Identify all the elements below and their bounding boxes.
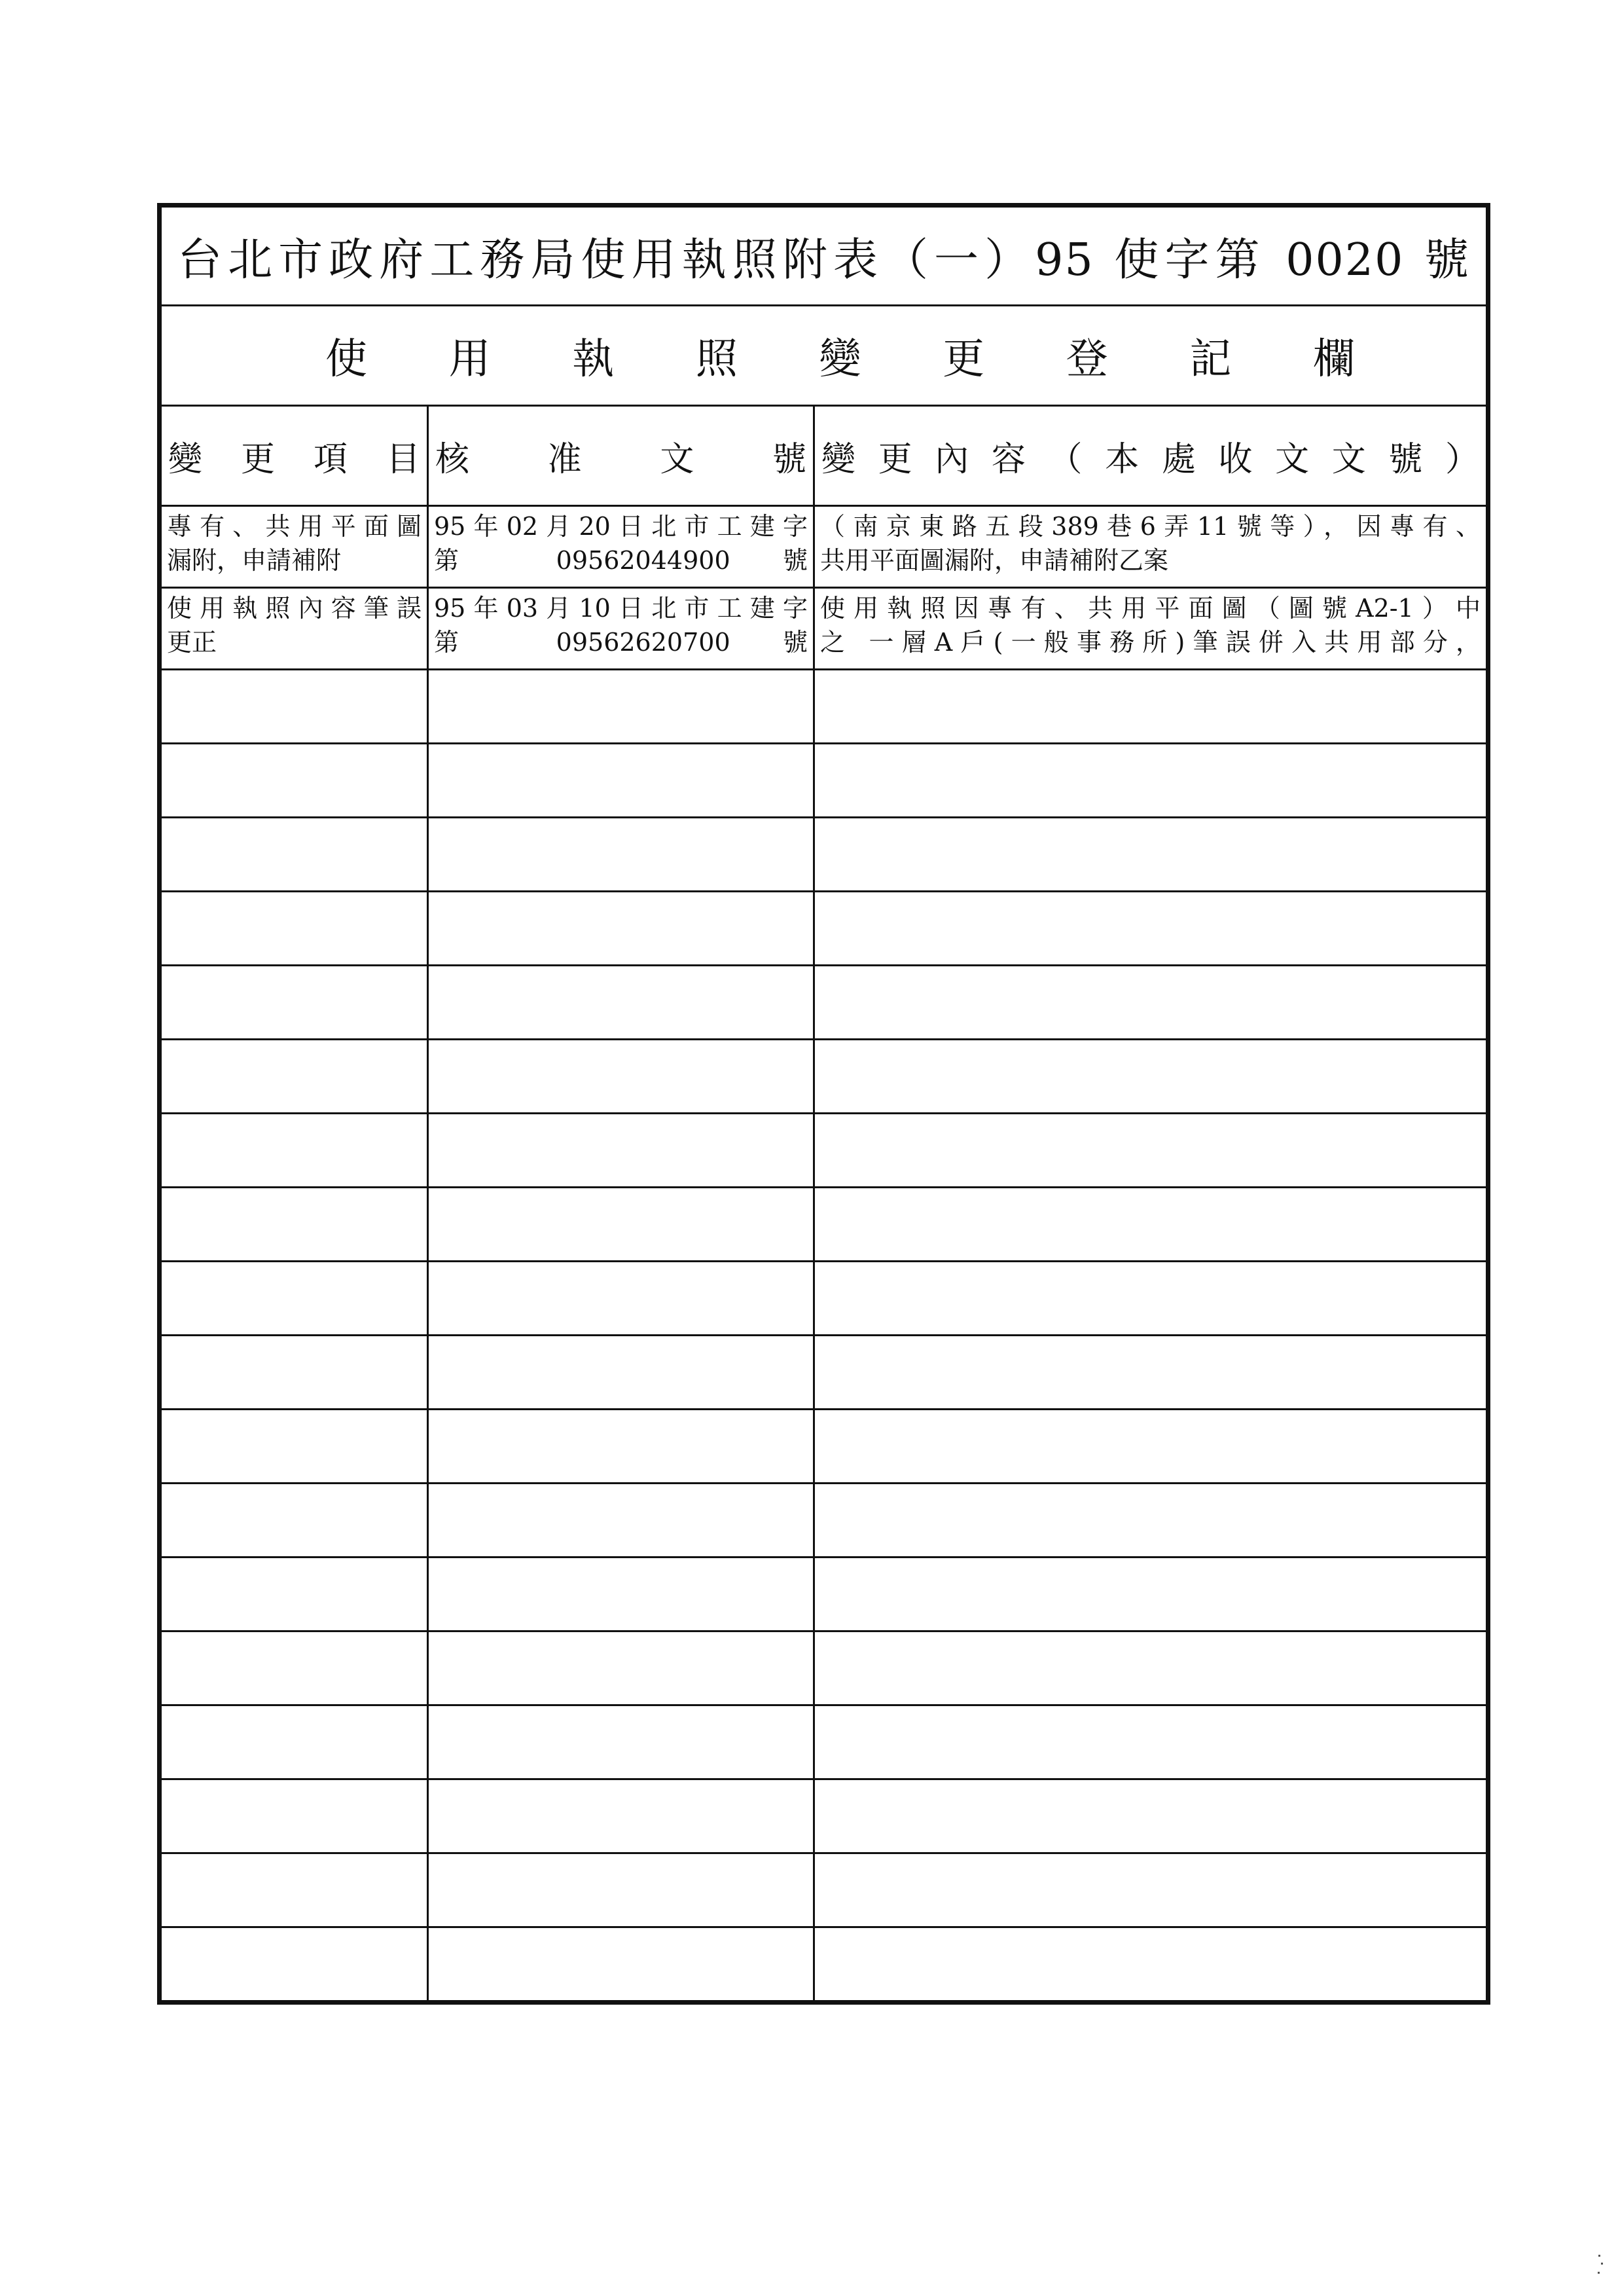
section-title-cell: [160, 306, 1488, 406]
blank-approval-cell: [428, 1853, 814, 1927]
blank-content-cell: [814, 1410, 1488, 1484]
blank-row: [160, 670, 1488, 744]
entry-content-line: 使用執照因專有、共用平面圖（圖號A2-1）中: [820, 594, 1481, 623]
title-row: [160, 206, 1488, 306]
section-title: 使用執照變更登記欄: [325, 335, 1356, 384]
blank-content-cell: [814, 818, 1488, 892]
blank-content-cell: [814, 1262, 1488, 1336]
blank-item-cell: [160, 966, 428, 1040]
blank-item-cell: [160, 1262, 428, 1336]
blank-approval-cell: [428, 1705, 814, 1779]
blank-row: [160, 1410, 1488, 1484]
entry-item-line: 更正: [167, 628, 217, 657]
blank-item-cell: [160, 1631, 428, 1705]
blank-content-cell: [814, 1927, 1488, 2003]
blank-item-cell: [160, 1853, 428, 1927]
blank-row: [160, 1558, 1488, 1631]
blank-approval-cell: [428, 670, 814, 744]
blank-item-cell: [160, 1188, 428, 1262]
entry-approval-line: 第 09562620700 號: [434, 628, 808, 657]
blank-approval-cell: [428, 1927, 814, 2003]
header-approval-number: 核准文號: [428, 406, 814, 506]
entry-content-line: 之 一層A戶(一般事務所)筆誤併入共用部分，: [820, 628, 1481, 657]
blank-approval-cell: [428, 1410, 814, 1484]
scan-specks: [1597, 2252, 1604, 2278]
blank-content-cell: [814, 1484, 1488, 1558]
blank-item-cell: [160, 1927, 428, 2003]
blank-content-cell: [814, 1779, 1488, 1853]
blank-row: [160, 1853, 1488, 1927]
blank-item-cell: [160, 1114, 428, 1188]
blank-approval-cell: [428, 966, 814, 1040]
blank-item-cell: [160, 818, 428, 892]
entry-item-line: 漏附，申請補附: [167, 546, 342, 575]
blank-approval-cell: [428, 1040, 814, 1114]
blank-row: [160, 892, 1488, 966]
blank-row: [160, 1114, 1488, 1188]
blank-content-cell: [814, 1705, 1488, 1779]
blank-content-cell: [814, 744, 1488, 818]
entry-item-line: 使用執照內容筆誤: [167, 594, 422, 623]
blank-content-cell: [814, 1336, 1488, 1410]
blank-row: [160, 818, 1488, 892]
blank-row: [160, 1705, 1488, 1779]
blank-content-cell: [814, 1631, 1488, 1705]
blank-item-cell: [160, 1410, 428, 1484]
blank-content-cell: [814, 670, 1488, 744]
blank-item-cell: [160, 1336, 428, 1410]
entry-approval-line: 95年03月10日北市工建字: [434, 594, 808, 623]
blank-content-cell: [814, 1114, 1488, 1188]
blank-item-cell: [160, 1484, 428, 1558]
blank-approval-cell: [428, 1188, 814, 1262]
blank-content-cell: [814, 1558, 1488, 1631]
blank-item-cell: [160, 1705, 428, 1779]
blank-approval-cell: [428, 1558, 814, 1631]
blank-approval-cell: [428, 1114, 814, 1188]
blank-approval-cell: [428, 1631, 814, 1705]
subtitle-row: [160, 306, 1488, 406]
table-row: [160, 588, 1488, 670]
blank-row: [160, 1779, 1488, 1853]
blank-approval-cell: [428, 892, 814, 966]
entry-content-line: 共用平面圖漏附，申請補附乙案: [820, 546, 1169, 575]
header-change-item: 變更項目: [160, 406, 428, 506]
blank-row: [160, 1336, 1488, 1410]
blank-row: [160, 1040, 1488, 1114]
blank-content-cell: [814, 892, 1488, 966]
change-registration-table: [157, 203, 1490, 2005]
blank-content-cell: [814, 1188, 1488, 1262]
blank-row: [160, 744, 1488, 818]
blank-row: [160, 1262, 1488, 1336]
entry-approval-cell: [428, 506, 814, 588]
blank-approval-cell: [428, 744, 814, 818]
blank-row: [160, 1188, 1488, 1262]
blank-item-cell: [160, 892, 428, 966]
entry-item-cell: [160, 588, 428, 670]
blank-item-cell: [160, 1040, 428, 1114]
blank-content-cell: [814, 966, 1488, 1040]
blank-content-cell: [814, 1853, 1488, 1927]
entry-content-cell: [814, 588, 1488, 670]
blank-row: [160, 1927, 1488, 2003]
entry-item-line: 專有、共用平面圖: [167, 512, 422, 541]
blank-approval-cell: [428, 1779, 814, 1853]
blank-content-cell: [814, 1040, 1488, 1114]
blank-approval-cell: [428, 1484, 814, 1558]
entry-content-cell: [814, 506, 1488, 588]
entry-approval-cell: [428, 588, 814, 670]
blank-approval-cell: [428, 1262, 814, 1336]
blank-item-cell: [160, 1779, 428, 1853]
blank-approval-cell: [428, 818, 814, 892]
blank-row: [160, 966, 1488, 1040]
blank-approval-cell: [428, 1336, 814, 1410]
blank-item-cell: [160, 744, 428, 818]
header-change-content: 變更內容（本處收文文號）: [814, 406, 1488, 506]
document-title: 台北市政府工務局使用執照附表（一）95 使字第 0020 號: [160, 206, 1488, 306]
blank-row: [160, 1484, 1488, 1558]
blank-item-cell: [160, 1558, 428, 1631]
entry-content-line: （南京東路五段389巷6弄11號等），因專有、: [820, 512, 1481, 541]
column-header-row: [160, 406, 1488, 506]
entry-item-cell: [160, 506, 428, 588]
entry-approval-line: 95年02月20日北市工建字: [434, 512, 808, 541]
table-row: [160, 506, 1488, 588]
blank-row: [160, 1631, 1488, 1705]
blank-item-cell: [160, 670, 428, 744]
entry-approval-line: 第 09562044900 號: [434, 546, 808, 575]
